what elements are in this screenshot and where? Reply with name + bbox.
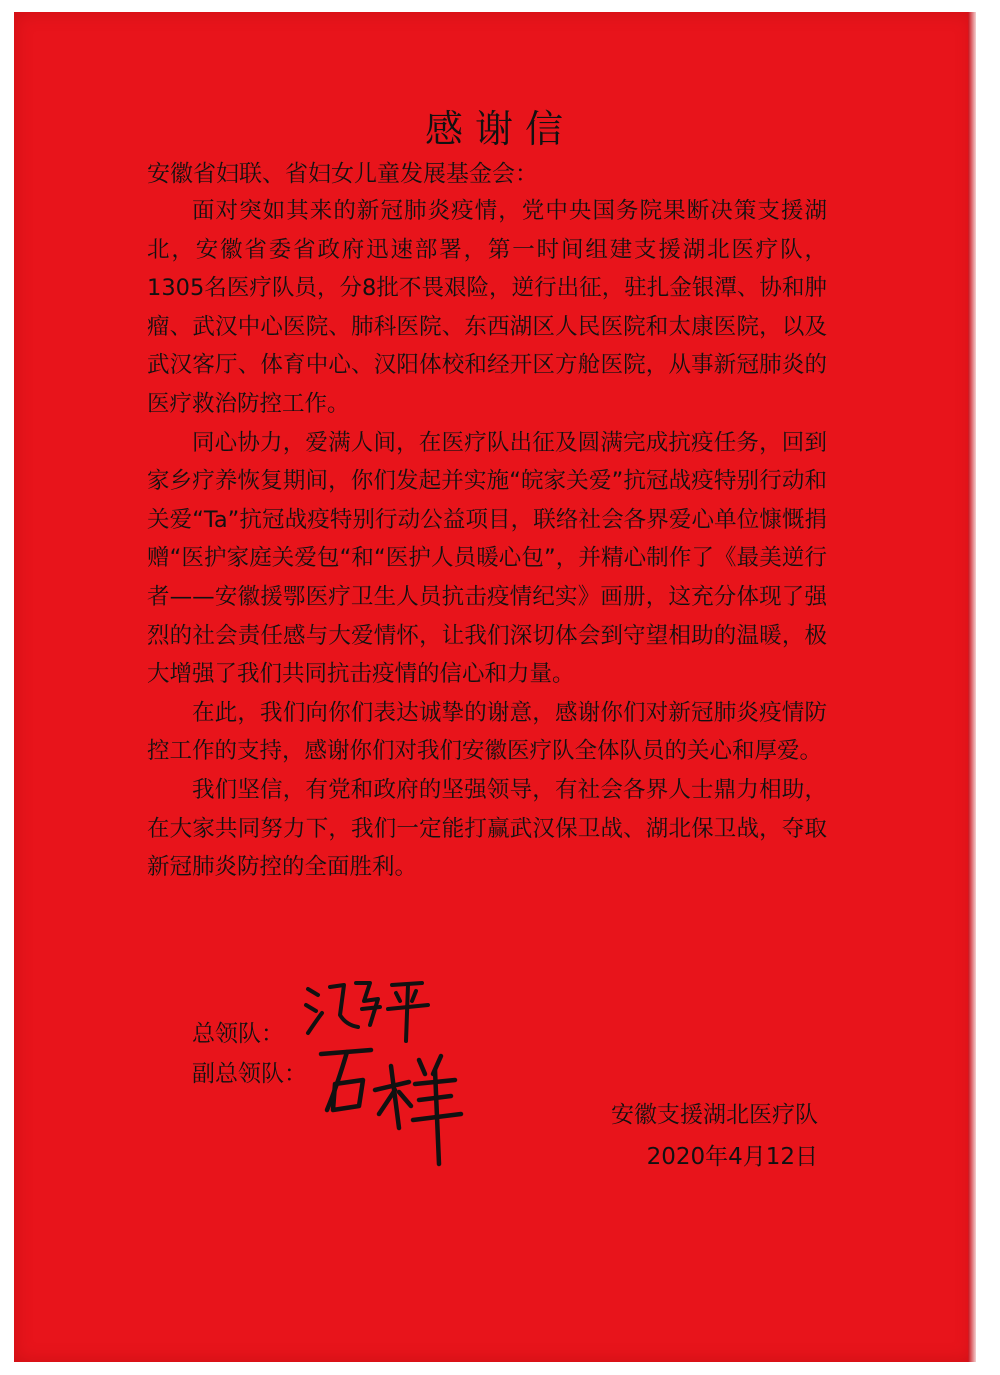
signing-organization bbox=[611, 1094, 818, 1178]
letter-body bbox=[147, 192, 827, 887]
letter-title: 感谢信 bbox=[424, 107, 575, 151]
paragraph-2: 同心协力，爱满人间，在医疗队出征及圆满完成抗疫任务，回到家乡疗养恢复期间，你们发起并实施“皖家关爱”抗冠战疫特别行动和关爱“Ta”抗冠战疫特别行动公益项目，联络社会各界爱心单位慷慨捐赠“医护家庭关爱包“和“医护人员暖心包”，并精心制作了《最美逆行者——安徽援鄂医疗卫生人员抗击疫情纪实》画册，这充分体现了强烈的社会责任感与大爱情怀，让我们深切体会到守望相助的温暖，极大增强了我们共同抗击疫情的信心和力量。 bbox=[147, 429, 827, 688]
paragraph-4: 我们坚信，有党和政府的坚强领导，有社会各界人士鼎力相助，在大家共同努力下，我们一定能打赢武汉保卫战、湖北保卫战，夺取新冠肺炎防控的全面胜利。 bbox=[147, 776, 827, 881]
deputy-leader-signature bbox=[315, 1040, 480, 1170]
leader-label: 总领队： bbox=[192, 1021, 284, 1047]
deputy-leader-label: 副总领队： bbox=[192, 1061, 307, 1087]
letter-date: 2020年4月12日 bbox=[646, 1144, 818, 1170]
paragraph-1: 面对突如其来的新冠肺炎疫情，党中央国务院果断决策支援湖北，安徽省委省政府迅速部署，第一时间组建支援湖北医疗队，1305名医疗队员，分8批不畏艰险，逆行出征，驻扎金银潭、协和肿瘤、武汉中心医院、肺科医院、东西湖区人民医院和太康医院，以及武汉客厅、体育中心、汉阳体校和经开区方舱医院，从事新冠肺炎的医疗救治防控工作。 bbox=[147, 198, 827, 417]
paragraph-3: 在此，我们向你们表达诚挚的谢意，感谢你们对新冠肺炎疫情防控工作的支持，感谢你们对我们安徽医疗队全体队员的关心和厚爱。 bbox=[147, 699, 827, 765]
letter-salutation: 安徽省妇联、省妇女儿童发展基金会： bbox=[147, 161, 538, 187]
leader-signature bbox=[300, 975, 440, 1045]
scan-edge bbox=[968, 12, 976, 1362]
organization-name: 安徽支援湖北医疗队 bbox=[611, 1102, 818, 1128]
